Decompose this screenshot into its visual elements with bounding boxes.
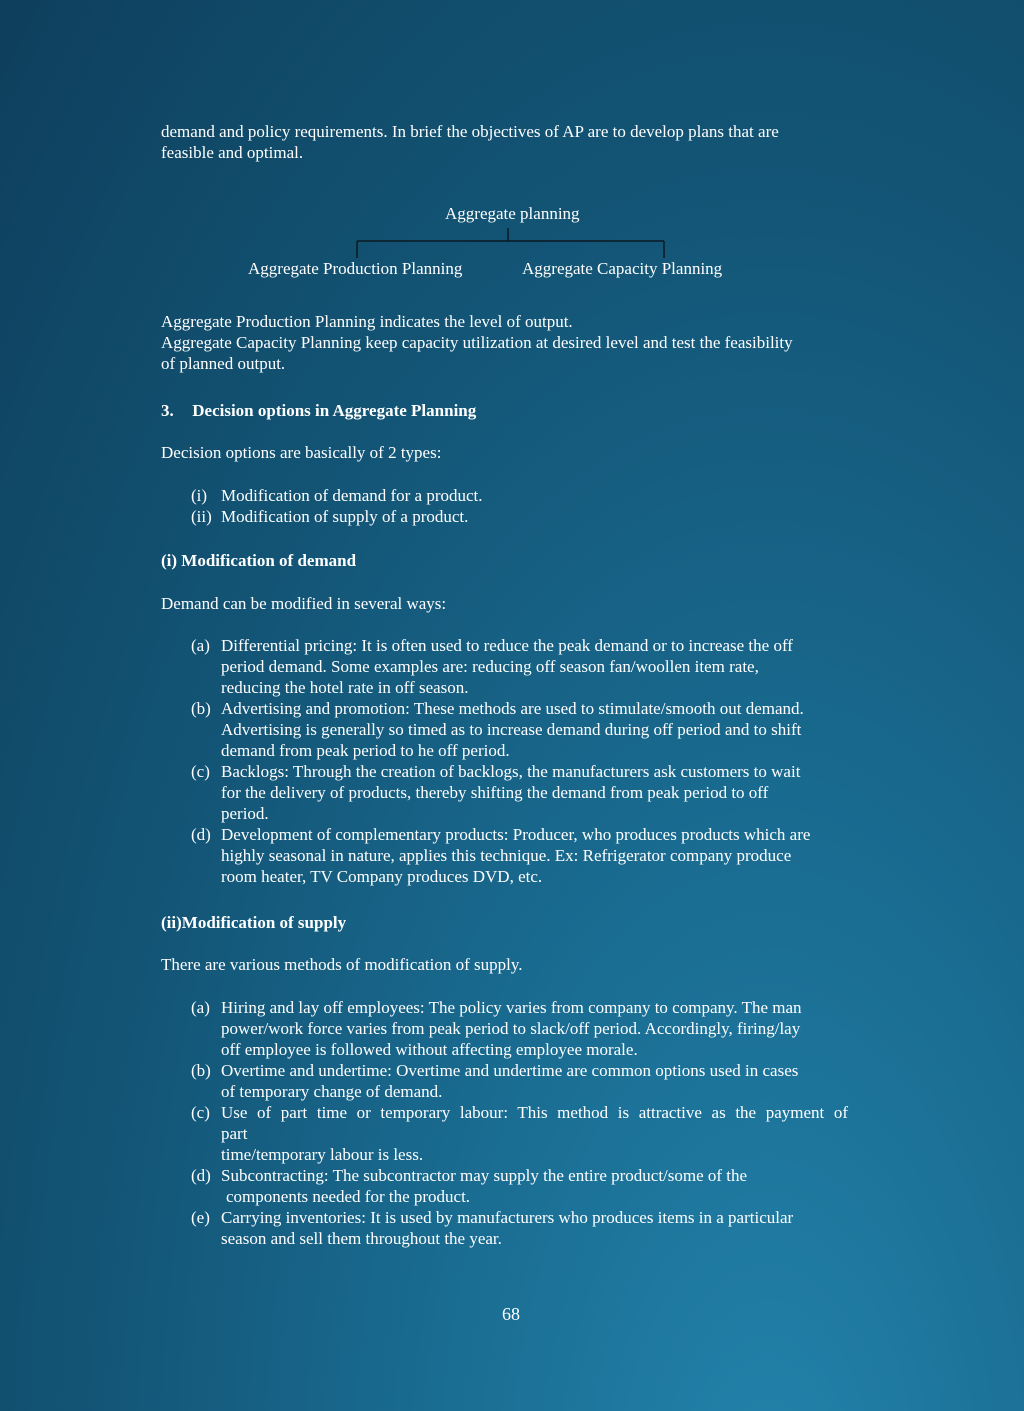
list-item [191,506,863,527]
demand-heading: (i) Modification of demand [161,551,357,570]
list-item [191,1165,863,1207]
list-marker: (d) [191,825,211,844]
list-line: period demand. Some examples are: reducing off season fan/woollen item rate, [221,657,759,676]
list-line: off employee is followed without affecting employee morale. [221,1040,638,1059]
list-line: Advertising and promotion: These methods are used to stimulate/smooth out demand. [221,699,804,718]
diagram-right-node: Aggregate Capacity Planning [522,259,723,278]
section-3-number: 3. [161,401,174,420]
definition-line-3: of planned output. [161,354,286,373]
list-line: Hiring and lay off employees: The policy varies from company to company. The man [221,998,802,1017]
list-line: Development of complementary products: Producer, who produces products which are [221,825,811,844]
list-text: Modification of demand for a product. [221,486,483,505]
diagram-root-node: Aggregate planning [445,204,580,223]
diagram-connectors [0,0,1024,300]
diagram-left-node: Aggregate Production Planning [248,259,463,278]
demand-intro: Demand can be modified in several ways: [161,594,447,613]
list-marker: (a) [191,636,210,655]
list-item [191,485,863,506]
supply-heading-marker: (ii) [161,913,182,932]
list-line: power/work force varies from peak period to slack/off period. Accordingly, firing/lay [221,1019,801,1038]
section-3-intro: Decision options are basically of 2 types: [161,443,442,462]
supply-intro: There are various methods of modification of supply. [161,955,523,974]
list-line: highly seasonal in nature, applies this technique. Ex: Refrigerator company produce [221,846,792,865]
supply-heading [161,912,346,933]
demand-methods-list [191,635,863,887]
list-marker: (c) [191,1103,210,1122]
intro-line-1: demand and policy requirements. In brief the objectives of AP are to develop plans that are [161,122,779,141]
list-line: part [221,1124,248,1143]
list-line: reducing the hotel rate in off season. [221,678,469,697]
list-marker: (c) [191,762,210,781]
list-marker: (b) [191,699,211,718]
list-item [191,698,863,761]
intro-line-2: feasible and optimal. [161,143,304,162]
list-line: Carrying inventories: It is used by manufacturers who produces items in a particular [221,1208,794,1227]
list-line: components needed for the product. [226,1187,471,1206]
list-line: Subcontracting: The subcontractor may supply the entire product/some of the [221,1166,748,1185]
list-marker: (e) [191,1208,210,1227]
supply-heading-text: Modification of supply [181,913,347,932]
list-item [191,824,863,887]
definition-line-2: Aggregate Capacity Planning keep capacity utilization at desired level and test the feasibility [161,333,793,352]
list-line: period. [221,804,269,823]
list-line: Advertising is generally so timed as to increase demand during off period and to shift [221,720,802,739]
list-line: season and sell them throughout the year. [221,1229,502,1248]
supply-methods-list [191,997,863,1249]
definitions-paragraph [161,311,861,374]
page-number: 68 [502,1304,520,1324]
list-marker: (d) [191,1166,211,1185]
list-item [191,635,863,698]
list-text: Modification of supply of a product. [221,507,469,526]
section-3-heading [161,400,476,421]
list-marker: (b) [191,1061,211,1080]
list-line: Overtime and undertime: Overtime and undertime are common options used in cases [221,1061,799,1080]
list-item [191,1207,863,1249]
list-line: Differential pricing: It is often used to reduce the peak demand or to increase the off [221,636,793,655]
list-line: demand from peak period to he off period. [221,741,510,760]
list-marker: (ii) [191,507,212,526]
list-marker: (i) [191,486,208,505]
list-item [191,761,863,824]
list-line: of temporary change of demand. [221,1082,443,1101]
list-line: room heater, TV Company produces DVD, etc. [221,867,543,886]
list-line: Use of part time or temporary labour: This method is attractive as the payment of [221,1103,848,1122]
list-item [191,997,863,1060]
list-line: for the delivery of products, thereby shifting the demand from peak period to off [221,783,769,802]
list-line: time/temporary labour is less. [221,1145,424,1164]
list-item [191,1102,863,1165]
list-item [191,1060,863,1102]
list-line: Backlogs: Through the creation of backlogs, the manufacturers ask customers to wait [221,762,801,781]
section-3-title: Decision options in Aggregate Planning [192,401,477,420]
list-marker: (a) [191,998,210,1017]
decision-types-list [191,485,863,527]
definition-line-1: Aggregate Production Planning indicates the level of output. [161,312,573,331]
